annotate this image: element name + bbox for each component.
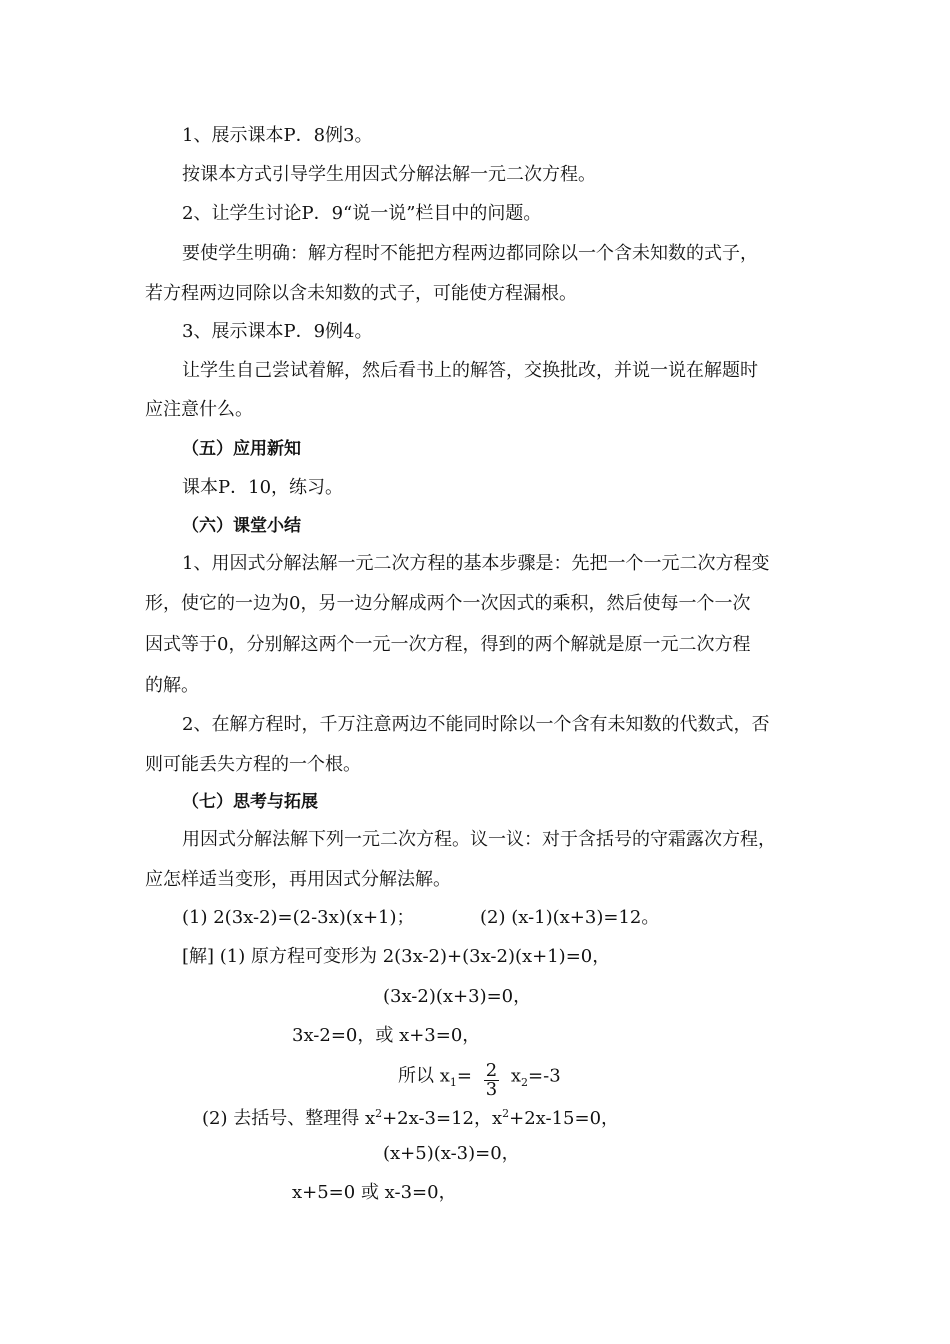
superscript: 2: [502, 1107, 510, 1120]
text-line: 1、用因式分解法解一元二次方程的基本步骤是：先把一个一元二次方程变: [182, 553, 770, 574]
text-segment: +2x-3=12，x: [382, 1108, 503, 1129]
subscript: 1: [449, 1076, 457, 1090]
text-line: 按课本方式引导学生用因式分解法解一元二次方程。: [182, 164, 596, 185]
text-line: 要使学生明确：解方程时不能把方程两边都同除以一个含未知数的式子，: [182, 243, 758, 264]
text-line: 2、让学生讨论P．9“说一说”栏目中的问题。: [182, 203, 542, 224]
fraction-numerator: 2: [485, 1060, 498, 1081]
fraction-denominator: 3: [485, 1079, 498, 1100]
text-line: 则可能丢失方程的一个根。: [145, 754, 361, 775]
text-line: 让学生自己尝试着解，然后看书上的解答，交换批改，并说一说在解题时: [182, 360, 758, 381]
solution-line: (x+5)(x-3)=0，: [383, 1143, 520, 1164]
section-heading: （六）课堂小结: [182, 516, 301, 536]
text-line: 2、在解方程时，千万注意两边不能同时除以一个含有未知数的代数式，否: [182, 714, 770, 735]
solution-line: [202, 1102, 619, 1131]
solution-line: [解] (1) 原方程可变形为 2(3x-2)+(3x-2)(x+1)=0，: [182, 946, 611, 967]
text-segment: =-3: [528, 1065, 561, 1087]
solution-line: 3x-2=0，或 x+3=0，: [292, 1025, 481, 1046]
text-line: 应注意什么。: [145, 399, 253, 420]
solution-line: (3x-2)(x+3)=0，: [383, 986, 532, 1007]
text-segment: (2) 去括号、整理得 x: [202, 1108, 376, 1129]
text-line: 3、展示课本P．9例4。: [182, 321, 373, 342]
text-segment: +2x-15=0，: [509, 1108, 620, 1129]
superscript: 2: [375, 1107, 383, 1120]
text-line: 应怎样适当变形，再用因式分解法解。: [145, 869, 451, 890]
problem-1: (1) 2(3x-2)=(2-3x)(x+1)；: [182, 907, 415, 928]
solution-line-fraction: [398, 1058, 561, 1100]
text-line: 用因式分解法解下列一元二次方程。议一议：对于含括号的守霜露次方程，: [182, 829, 776, 850]
text-line: 形，使它的一边为0，另一边分解成两个一次因式的乘积，然后使每一个一次: [145, 593, 751, 614]
text-line: 因式等于0，分别解这两个一元一次方程，得到的两个解就是原一元二次方程: [145, 634, 751, 655]
text-segment: x: [510, 1065, 522, 1087]
text-segment: 所以 x: [398, 1065, 450, 1087]
problem-2: (2) (x-1)(x+3)=12。: [480, 907, 660, 928]
text-line: 若方程两边同除以含未知数的式子，可能使方程漏根。: [145, 283, 577, 304]
fraction: [484, 1062, 499, 1099]
subscript: 2: [521, 1076, 529, 1090]
text-line: 的解。: [145, 675, 199, 696]
text-line: 1、展示课本P．8例3。: [182, 125, 373, 146]
section-heading: （七）思考与拓展: [182, 792, 318, 812]
text-segment: =: [456, 1065, 472, 1087]
section-heading: （五）应用新知: [182, 439, 301, 459]
text-line: 课本P．10，练习。: [182, 477, 344, 498]
solution-line: x+5=0 或 x-3=0，: [292, 1182, 457, 1203]
